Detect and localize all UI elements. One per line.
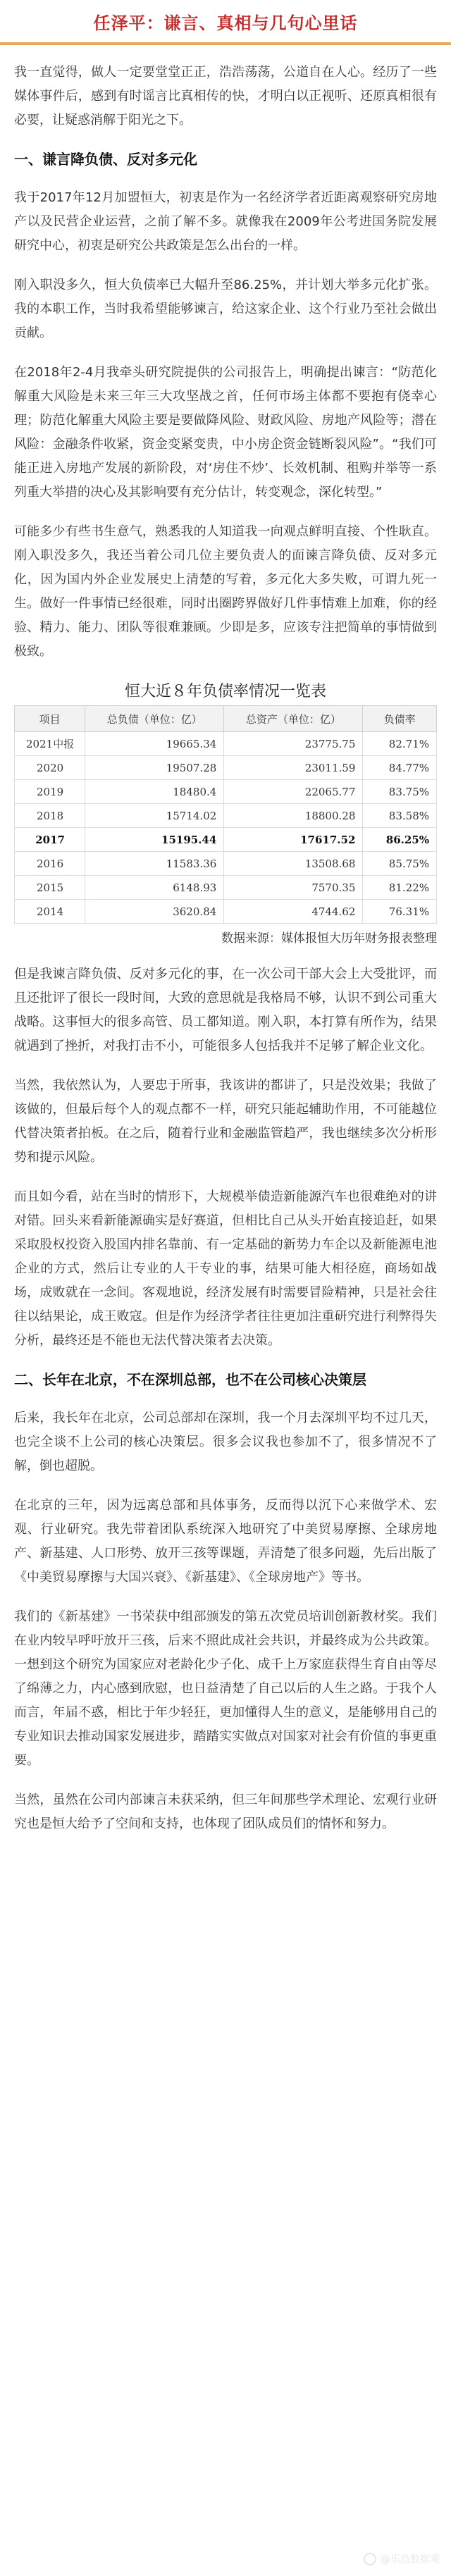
assets-cell: 23011.59: [224, 756, 363, 780]
watermark-logo-icon: [364, 2553, 376, 2565]
debt-ratio-table-block: [14, 679, 437, 946]
paragraph: 在2018年2-4月我牵头研究院提供的公司报告上，明确提出谏言：“防范化解重大风险是未来三年三大攻坚战之首，任何市场主体都不要抱有侥幸心理；防范化解重大风险主要是要做降风险、财政风险、房地产风险等；潜在风险：金融条件收紧，资金变紧变贵，中小房企资金链断裂风险”。“我们可能正进入房地产发展的新阶段，对‘房住不炒’、长效机制、租购并举等一系列重大举措的决心及其影响要有充分估计，转变观念，深化转型。”: [14, 365, 437, 500]
ratio-cell: 82.71%: [363, 732, 437, 756]
liabilities-cell: 15714.02: [85, 804, 224, 828]
table-row: [15, 732, 437, 756]
assets-cell: 18800.28: [224, 804, 363, 828]
paragraph: 刚入职没多久，恒大负债率已大幅升至86.25%，并计划大举多元化扩张。我的本职工作，当时我希望能够谏言，给这家企业、这个行业乃至社会做出贡献。: [14, 278, 437, 340]
year-cell: 2021中报: [15, 732, 85, 756]
paragraph: 后来，我长年在北京，公司总部却在深圳，我一个月去深圳平均不过几天，也完全谈不上公司的核心决策层。很多会议我也参加不了，很多情况不了解，倒也超脱。: [14, 1411, 437, 1473]
liabilities-cell: 3620.84: [85, 900, 224, 924]
table-row: [15, 852, 437, 876]
assets-cell: 13508.68: [224, 852, 363, 876]
section-heading-1: 一、谦言降负债、反对多元化: [14, 151, 197, 168]
paragraph: 当然，虽然在公司内部谏言未获采纳，但三年间那些学术理论、宏观行业研究也是恒大给予了空间和支持，也体现了团队成员们的情怀和努力。: [14, 1792, 437, 1831]
watermark-text: @乐岛数据观: [381, 2554, 440, 2565]
paragraph: 但是我谏言降负债、反对多元化的事，在一次公司干部大会上大受批评，而且还批评了很长一段时间，大致的意思就是我格局不够，认识不到公司重大战略。这事恒大的很多高管、员工都知道。刚入职，本打算有所作为，结果就遇到了挫折，对我打击不小，可能很多人包括我并不足够了解企业文化。: [14, 967, 437, 1053]
table-header-row: [15, 706, 437, 732]
header-assets: 总资产（单位：亿）: [224, 706, 363, 732]
assets-cell: 22065.77: [224, 780, 363, 804]
debt-ratio-table: [14, 705, 437, 924]
title-bar: [0, 0, 451, 45]
table-row: [15, 804, 437, 828]
assets-cell: 4744.62: [224, 900, 363, 924]
paragraph: 在北京的三年，因为远离总部和具体事务，反而得以沉下心来做学术、宏观、行业研究。我先带着团队系统深入地研究了中美贸易摩擦、全球房地产、新基建、人口形势、放开三孩等课题，弄清楚了很多问题，先后出版了《中美贸易摩擦与大国兴衰》、《新基建》、《全球房地产》等书。: [14, 1498, 437, 1585]
ratio-cell: 83.58%: [363, 804, 437, 828]
liabilities-cell: 18480.4: [85, 780, 224, 804]
header-liabilities: 总负债（单位：亿）: [85, 706, 224, 732]
assets-cell: 23775.75: [224, 732, 363, 756]
table-row: [15, 756, 437, 780]
article-body: [14, 61, 437, 1852]
year-cell: 2015: [15, 876, 85, 900]
section-heading-2: 二、长年在北京，不在深圳总部，也不在公司核心决策层: [14, 1371, 366, 1388]
year-cell: 2014: [15, 900, 85, 924]
paragraph: 我们的《新基建》一书荣获中组部颁发的第五次党员培训创新教材奖。我们在业内较早呼吁放开三孩，后来不照此成社会共识，并最终成为公共政策。一想到这个研究为国家应对老龄化少子化、成千上万家庭获得生育自由等尽了绵薄之力，内心感到欣慰，也日益清楚了自己以后的人生之路。于我个人而言，年届不惑，相比于年少轻狂，更加懂得人生的意义，是能够用自己的专业知识去推动国家发展进步，踏踏实实做点对国家对社会有价值的事更重要。: [14, 1609, 437, 1768]
article-title: 任泽平：谦言、真相与几句心里话: [93, 13, 358, 33]
table-row: [15, 876, 437, 900]
header-item: 项目: [15, 706, 85, 732]
ratio-cell: 76.31%: [363, 900, 437, 924]
liabilities-cell: 19665.34: [85, 732, 224, 756]
intro-paragraph: 我一直觉得，做人一定要堂堂正正，浩浩荡荡，公道自在人心。经历了一些媒体事件后，感到有时谣言比真相传的快，才明白以正视听、还原真相很有必要，让疑惑消解于阳光之下。: [14, 65, 437, 128]
year-cell: 2018: [15, 804, 85, 828]
ratio-cell: 81.22%: [363, 876, 437, 900]
ratio-cell: 84.77%: [363, 756, 437, 780]
liabilities-cell: 11583.36: [85, 852, 224, 876]
assets-cell: 17617.52: [224, 828, 363, 852]
paragraph: 可能多少有些书生意气，熟悉我的人知道我一向观点鲜明直接、个性耿直。刚入职没多久，我还当着公司几位主要负责人的面谏言降负债、反对多元化，因为国内外企业发展史上清楚的写着，多元化大多失败，可谓九死一生。做好一件事情已经很难，同时出圈跨界做好几件事情难上加难，你的经验、精力、能力、团队等很难兼顾。少即是多，应该专注把简单的事情做到极致。: [14, 524, 437, 659]
year-cell: 2016: [15, 852, 85, 876]
paragraph: 而且如今看，站在当时的情形下，大规模举债造新能源汽车也很难绝对的讲对错。回头来看新能源确实是好赛道，但相比自己从头开始直接追赶，如果采取股权投资入股国内排名靠前、有一定基础的新势力车企以及新能源电池企业的方式，然后让专业的人干专业的事，结果可能大相径庭，商场如战场，成败就在一念间。客观地说，经济发展有时需要冒险精神，只是社会往往以结果论，成王败寇。但是作为经济学者往往更加注重研究进行利弊得失分析，最终还是不能也无法代替决策者去决策。: [14, 1189, 437, 1348]
table-row: [15, 780, 437, 804]
table-row: [15, 828, 437, 852]
paragraph: 我于2017年12月加盟恒大，初衷是作为一名经济学者近距离观察研究房地产以及民营企业运营，之前了解不多。就像我在2009年公考进国务院发展研究中心，初衷是研究公共政策是怎么出台的一样。: [14, 190, 437, 253]
table-source: 数据来源：媒体报恒大历年财务报表整理: [221, 931, 437, 946]
ratio-cell: 85.75%: [363, 852, 437, 876]
table-row: [15, 900, 437, 924]
liabilities-cell: 6148.93: [85, 876, 224, 900]
paragraph: 当然，我依然认为，人要忠于所事，我该讲的都讲了，只是没效果；我做了该做的，但最后每个人的观点都不一样，研究只能起辅助作用，不可能越位代替决策者拍板。在之后，随着行业和金融监管趋严，我也继续多次分析形势和提示风险。: [14, 1078, 437, 1165]
header-ratio: 负债率: [363, 706, 437, 732]
table-title: 恒大近８年负债率情况一览表: [124, 683, 326, 700]
ratio-cell: 86.25%: [363, 828, 437, 852]
year-cell: 2020: [15, 756, 85, 780]
ratio-cell: 83.75%: [363, 780, 437, 804]
year-cell: 2017: [15, 828, 85, 852]
assets-cell: 7570.35: [224, 876, 363, 900]
watermark: [364, 2552, 440, 2566]
year-cell: 2019: [15, 780, 85, 804]
liabilities-cell: 15195.44: [85, 828, 224, 852]
liabilities-cell: 19507.28: [85, 756, 224, 780]
